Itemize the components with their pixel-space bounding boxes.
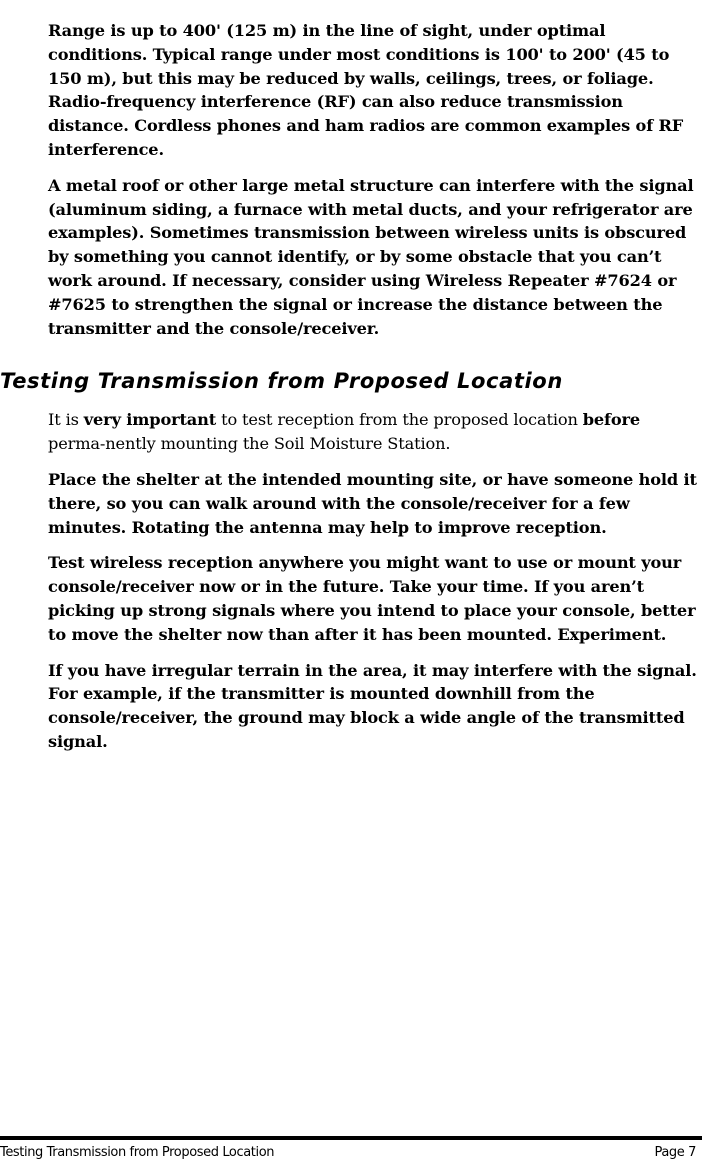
intro-paragraph	[48, 408, 700, 456]
intro-emphasis-before: before	[582, 410, 641, 430]
section-heading: Testing Transmission from Proposed Location	[0, 369, 563, 394]
page-footer	[0, 1144, 700, 1162]
footer-divider	[0, 1136, 702, 1140]
page-number: Page 7	[654, 1145, 696, 1160]
terrain-paragraph: If you have irregular terrain in the area, it may interfere with the signal. For example, if the transmitter is mounted downhill from the console/receiver, the ground may block a wide angle of the transmitted signal.	[48, 660, 697, 751]
intro-emphasis-very-important: very important	[83, 410, 217, 430]
intro-text-3: perma-nently mounting the Soil Moisture Station.	[48, 434, 451, 454]
place-shelter-paragraph: Place the shelter at the intended mounting site, or have someone hold it there, so you can walk around with the console/receiver for a few minutes. Rotating the antenna may help to improve reception.	[48, 469, 697, 537]
range-paragraph: Range is up to 400' (125 m) in the line of sight, under optimal conditions. Typical range under most conditions is 100' to 200' (45 to 150 m), but this may be reduced by walls, ceilings, trees, or foliage. Radio-frequency interference (RF) can also reduce transmission distance. Cordless phones and ham radios are common examples of RF interference.	[48, 21, 684, 159]
metal-interference-paragraph: A metal roof or other large metal structure can interfere with the signal (aluminum siding, a furnace with metal ducts, and your refrigerator are examples). Sometimes transmission between wireless units is obscured by something you cannot identify, or by some obstacle that you can’t work around. If necessary, consider using Wireless Repeater #7624 or #7625 to strengthen the signal or increase the distance between the transmitter and the console/receiver.	[48, 175, 694, 338]
test-reception-paragraph: Test wireless reception anywhere you might want to use or mount your console/receiver now or in the future. Take your time. If you aren’t picking up strong signals where you intend to place your console, better to move the shelter now than after it has been mounted. Experiment.	[48, 553, 696, 644]
intro-text-2: to test reception from the proposed location	[216, 410, 583, 430]
intro-text-1: It is	[48, 410, 84, 430]
footer-section-title: Testing Transmission from Proposed Location	[0, 1145, 275, 1160]
